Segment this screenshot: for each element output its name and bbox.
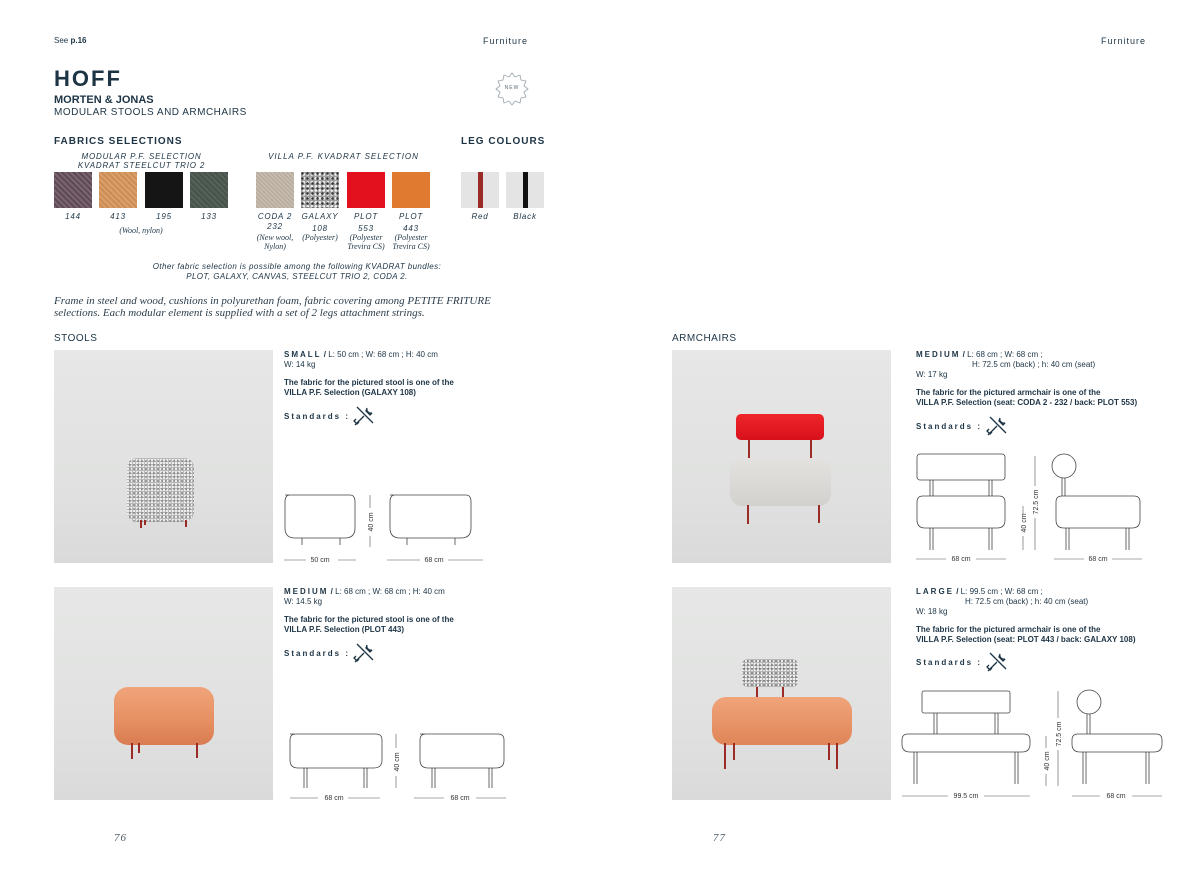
stool-small-photo: [54, 350, 273, 563]
stool-leg: [131, 743, 133, 759]
dimensions-height: H: 72.5 cm (back) ; h: 40 cm (seat): [965, 597, 1089, 606]
side-back-outline: [1077, 690, 1101, 714]
fabric-group1-title: [54, 152, 229, 170]
stool-medium-standards: Standards :: [284, 649, 351, 658]
product-subtitle: MODULAR STOOLS AND ARMCHAIRS: [54, 107, 247, 118]
other-fabrics-note: [54, 262, 540, 282]
tools-icon: [352, 641, 376, 665]
back-outline: [922, 691, 1010, 713]
stool-leg: [196, 743, 198, 758]
fabric-info: VILLA P.F. Selection (GALAXY 108): [284, 388, 416, 397]
dimensions: L: 68 cm ; W: 68 cm ;: [967, 350, 1043, 359]
other-fabrics-line2: PLOT, GALAXY, CANVAS, STEELCUT TRIO 2, CODA 2.: [186, 272, 408, 281]
armchair-large-seat: [712, 697, 852, 745]
stool-medium-drawing: [284, 730, 514, 805]
seat-outline: [917, 496, 1005, 528]
other-fabrics-line1: Other fabric selection is possible among the following KVADRAT bundles:: [152, 262, 442, 271]
dim-depth: 68 cm: [450, 795, 470, 802]
product-designer: MORTEN & JONAS: [54, 94, 154, 106]
fabric-group1-note: (Wool, nylon): [119, 226, 163, 235]
fabric-info: The fabric for the pictured stool is one of the: [284, 615, 454, 624]
fabric-note-galaxy: [298, 233, 342, 242]
stool-medium-spec: MEDIUM / L: 68 cm ; W: 68 cm ; H: 40 cm W: 14.5 kg The fabric for the pictured stool is one of the VILLA P.F. Selection (PLOT 443): [284, 587, 454, 634]
dimensions-height: H: 72.5 cm (back) ; h: 40 cm (seat): [972, 360, 1096, 369]
fabric-note-plot-443: [389, 233, 433, 251]
fabric-label-plot-553: [344, 212, 388, 234]
armchair-leg: [836, 743, 838, 769]
leg-label-black: Black: [513, 212, 537, 221]
stool-small-cushion: [127, 458, 194, 522]
fabric-info: The fabric for the pictured armchair is one of the: [916, 388, 1101, 397]
dim-seat-height: 40 cm: [1021, 513, 1028, 533]
tools-icon: [985, 650, 1009, 674]
fabric-name: PLOT: [353, 212, 379, 221]
armchair-medium-spec: MEDIUM / L: 68 cm ; W: 68 cm ; H: 72.5 cm (back) ; h: 40 cm (seat) W: 17 kg The fabric for the pictured armchair is one of the VILLA P.F. Selection (seat: CODA 2 - 232 / back: PLOT 553): [916, 350, 1138, 407]
fabric-swatch-coda2-232[interactable]: [256, 172, 294, 208]
weight: W: 14.5 kg: [284, 597, 323, 606]
new-badge-label: NEW: [504, 85, 520, 91]
front-outline: [290, 734, 382, 768]
size-label: MEDIUM: [284, 587, 329, 596]
armchair-large-backrest: [742, 659, 798, 687]
fabric-swatch-plot-443[interactable]: [392, 172, 430, 208]
leg-label-red: Red: [471, 212, 489, 221]
fabric-info: The fabric for the pictured stool is one of the: [284, 378, 454, 387]
size-label: LARGE: [916, 587, 954, 596]
back-outline: [917, 454, 1005, 480]
size-label: SMALL: [284, 350, 322, 359]
dim-back-height: 72.5 cm: [1033, 489, 1040, 515]
dim-seat-height: 40 cm: [1044, 751, 1051, 771]
fabric-code: 443: [403, 224, 419, 233]
fabric-note: Trevira CS): [347, 242, 385, 251]
armchair-medium-drawing: [912, 452, 1152, 567]
weight: W: 18 kg: [916, 607, 948, 616]
fabric-label-plot-443: [389, 212, 433, 234]
fabric-code: 144: [65, 212, 81, 221]
armchair-large-standards: Standards :: [916, 658, 983, 667]
stools-title: STOOLS: [54, 333, 98, 344]
weight: W: 17 kg: [916, 370, 948, 379]
dimensions: L: 50 cm ; W: 68 cm ; H: 40 cm: [328, 350, 438, 359]
armchair-medium-photo: [672, 350, 891, 563]
stool-small-drawing: [280, 490, 500, 570]
armchair-back-rod: [748, 440, 750, 460]
fabric-info: VILLA P.F. Selection (seat: CODA 2 - 232 / back: PLOT 553): [916, 398, 1138, 407]
page-number-left: 76: [114, 832, 127, 844]
see-prefix: See: [54, 36, 69, 45]
description-line2: selections. Each modular element is supplied with a set of 2 legs attachment strings.: [54, 307, 425, 319]
armchair-leg: [724, 743, 726, 769]
fabric-note: (Polyester: [394, 233, 428, 242]
leg-colours-title: LEG COLOURS: [461, 136, 546, 147]
armchair-medium-backrest: [736, 414, 824, 440]
fabric-code: 108: [312, 224, 328, 233]
fabric-note-plot-553: [344, 233, 388, 251]
leg-swatch-black[interactable]: [506, 172, 544, 208]
fabric-note: Trevira CS): [392, 242, 430, 251]
dim-back-height: 72.5 cm: [1056, 721, 1063, 747]
fabric-code: 232: [267, 222, 283, 231]
fabric-swatch-413[interactable]: [99, 172, 137, 208]
fabric-note: (Polyester: [349, 233, 383, 242]
tools-icon: [985, 414, 1009, 438]
fabric-info: VILLA P.F. Selection (seat: PLOT 443 / back: GALAXY 108): [916, 635, 1136, 644]
armchair-leg: [828, 743, 830, 760]
fabric-code: 195: [156, 212, 172, 221]
armchair-leg: [733, 743, 735, 760]
fabric-label-coda2: [253, 212, 297, 232]
tools-icon: [352, 404, 376, 428]
armchairs-title: ARMCHAIRS: [672, 333, 737, 344]
section-label-right: Furniture: [1101, 36, 1147, 46]
leg-swatch-red[interactable]: [461, 172, 499, 208]
fabric-swatch-plot-553[interactable]: [347, 172, 385, 208]
dim-depth: 68 cm: [424, 557, 444, 564]
fabric-label-galaxy: [298, 212, 342, 234]
dimensions: L: 68 cm ; W: 68 cm ; H: 40 cm: [335, 587, 445, 596]
fabric-name: GALAXY: [301, 212, 339, 221]
dim-depth: 68 cm: [1088, 556, 1108, 563]
armchair-medium-seat: [730, 458, 831, 506]
dim-width: 68 cm: [951, 556, 971, 563]
fabric-code: 413: [110, 212, 126, 221]
dim-width: 99.5 cm: [953, 793, 979, 800]
stool-leg: [138, 743, 140, 753]
stool-leg: [185, 520, 187, 527]
side-outline: [390, 495, 471, 538]
page-number-right: 77: [713, 832, 726, 844]
stool-leg: [144, 520, 146, 525]
fabric-swatch-133[interactable]: [190, 172, 228, 208]
seat-outline: [902, 734, 1030, 752]
leg-red-rod: [478, 172, 483, 208]
fabric-group2-title: VILLA P.F. KVADRAT SELECTION: [268, 152, 419, 161]
stool-small-standards: Standards :: [284, 412, 351, 421]
product-description: [54, 295, 491, 319]
fabric-code: 133: [201, 212, 217, 221]
dimensions: L: 99.5 cm ; W: 68 cm ;: [960, 587, 1043, 596]
armchair-medium-standards: Standards :: [916, 422, 983, 431]
fabric-group1-title-line1: MODULAR P.F. SELECTION: [81, 152, 202, 161]
side-outline: [420, 734, 504, 768]
section-label-left: Furniture: [483, 36, 529, 46]
armchair-large-drawing: [900, 688, 1165, 803]
fabric-code: 553: [358, 224, 374, 233]
fabric-name: CODA 2: [257, 212, 293, 221]
armchair-leg: [818, 505, 820, 523]
armchair-large-photo: [672, 587, 891, 800]
dim-width: 68 cm: [324, 795, 344, 802]
stool-small-spec: SMALL / L: 50 cm ; W: 68 cm ; H: 40 cm W: 14 kg The fabric for the pictured stool is one of the VILLA P.F. Selection (GALAXY 108): [284, 350, 454, 397]
dim-width: 50 cm: [310, 557, 330, 564]
weight: W: 14 kg: [284, 360, 316, 369]
fabric-name: PLOT: [398, 212, 424, 221]
fabric-note: (New wool,: [256, 233, 294, 242]
fabric-info: VILLA P.F. Selection (PLOT 443): [284, 625, 405, 634]
front-outline: [285, 495, 355, 538]
dim-depth: 68 cm: [1106, 793, 1126, 800]
fabric-note: (Polyester): [302, 233, 338, 242]
fabrics-title: FABRICS SELECTIONS: [54, 136, 183, 147]
armchair-leg: [747, 505, 749, 524]
fabric-swatch-galaxy-108[interactable]: [301, 172, 339, 208]
product-name: HOFF: [54, 66, 122, 91]
see-page-number[interactable]: p.16: [70, 36, 87, 45]
see-page-ref[interactable]: [54, 36, 86, 45]
fabric-note: Nylon): [264, 242, 286, 251]
armchair-large-spec: LARGE / L: 99.5 cm ; W: 68 cm ; H: 72.5 cm (back) ; h: 40 cm (seat) W: 18 kg The fabric for the pictured armchair is one of the VILLA P.F. Selection (seat: PLOT 443 / back: GALAXY 108): [916, 587, 1136, 644]
side-seat-outline: [1056, 496, 1140, 528]
stool-medium-cushion: [114, 687, 214, 745]
size-label: MEDIUM: [916, 350, 961, 359]
stool-medium-photo: [54, 587, 273, 800]
armchair-back-rod: [810, 440, 812, 460]
side-seat-outline: [1072, 734, 1162, 752]
description-line1: Frame in steel and wood, cushions in polyurethan foam, fabric covering among PETITE FRITURE: [54, 295, 491, 307]
side-back-outline: [1052, 454, 1076, 478]
fabric-swatch-195[interactable]: [145, 172, 183, 208]
fabric-info: The fabric for the pictured armchair is one of the: [916, 625, 1101, 634]
dim-height: 40 cm: [394, 752, 401, 772]
dim-height: 40 cm: [368, 512, 375, 532]
fabric-group1-title-line2: KVADRAT STEELCUT TRIO 2: [77, 161, 206, 170]
stool-leg: [140, 520, 142, 528]
leg-black-rod: [523, 172, 528, 208]
fabric-note-coda2: [253, 233, 297, 251]
fabric-swatch-144[interactable]: [54, 172, 92, 208]
